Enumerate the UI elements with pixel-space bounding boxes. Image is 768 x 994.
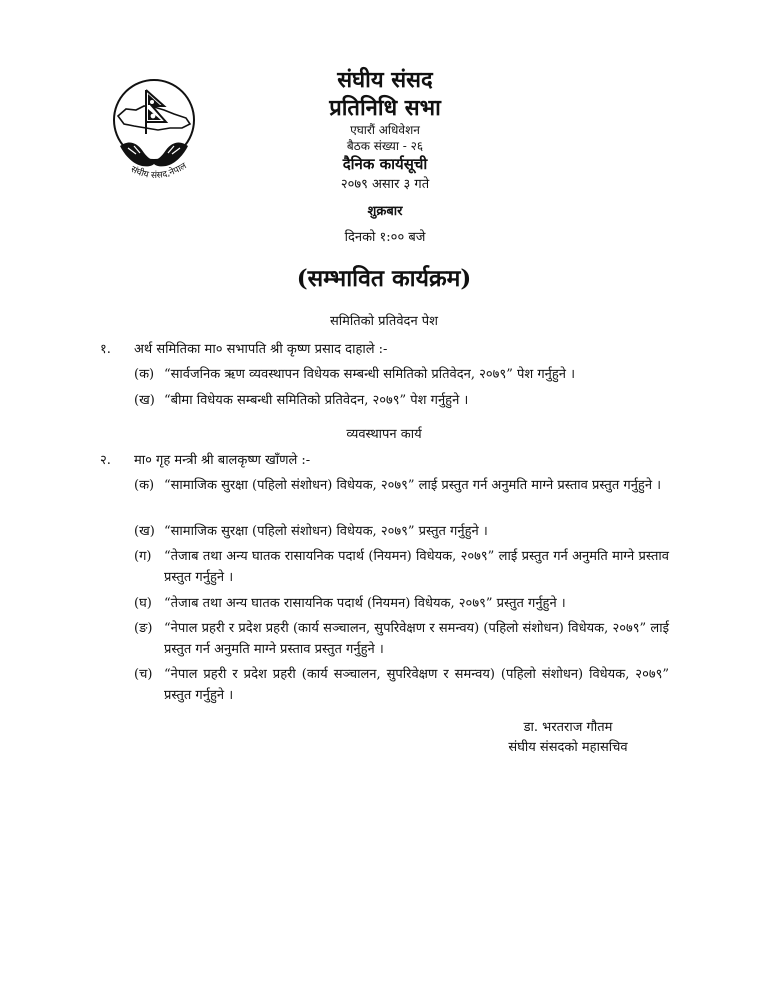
- item-number: १.: [100, 342, 111, 357]
- sub-item: [134, 664, 669, 706]
- sub-item: [134, 618, 669, 660]
- agenda-item: [100, 341, 387, 359]
- sub-item-label: (घ): [134, 596, 152, 611]
- parliament-name: संघीय संसद: [337, 67, 433, 93]
- signatory-title: संघीय संसदको महासचिव: [508, 740, 628, 755]
- sub-item-text: “नेपाल प्रहरी र प्रदेश प्रहरी (कार्य सञ्चालन, सुपरिवेक्षण र समन्वय) (पहिलो संशोधन) विधेयक, २०७९” प्रस्तुत गर्नुहुने ।: [164, 667, 669, 703]
- sub-item-label: (च): [134, 667, 153, 682]
- sub-item-text: “नेपाल प्रहरी र प्रदेश प्रहरी (कार्य सञ्चालन, सुपरिवेक्षण र समन्वय) (पहिलो संशोधन) विधेयक, २०७९” लाई प्रस्तुत गर्न अनुमति माग्ने प्रस्ताव प्रस्तुत गर्नुहुने ।: [164, 621, 669, 657]
- agenda-item: [100, 452, 310, 470]
- sub-item-text: “बीमा विधेयक सम्बन्धी समितिको प्रतिवेदन, २०७९” पेश गर्नुहुने ।: [164, 393, 469, 408]
- sub-item-label: (ग): [134, 549, 152, 564]
- item-text: मा० गृह मन्त्री श्री बालकृष्ण खाँणले :-: [134, 453, 311, 468]
- sub-item-label: (ङ): [134, 621, 153, 636]
- item-number: २.: [100, 453, 111, 468]
- sub-item-label: (क): [134, 478, 155, 493]
- agenda-date: २०७९ असार ३ गते: [340, 177, 430, 192]
- sub-item-label: (क): [134, 367, 155, 382]
- program-title: (सम्भावित कार्यक्रम): [296, 265, 472, 292]
- sub-item: [134, 364, 669, 385]
- signature-block: [488, 718, 648, 758]
- sub-item-text: “सार्वजनिक ऋण व्यवस्थापन विधेयक सम्बन्धी समितिको प्रतिवेदन, २०७९” पेश गर्नुहुने ।: [164, 367, 576, 382]
- parliament-emblem-icon: [106, 76, 202, 194]
- sub-item-text: “तेजाब तथा अन्य घातक रासायनिक पदार्थ (नियमन) विधेयक, २०७९” प्रस्तुत गर्नुहुने ।: [164, 596, 566, 611]
- sub-item-label: (ख): [134, 524, 155, 539]
- session-label: एघारौं अधिवेशन: [350, 123, 420, 137]
- agenda-title: दैनिक कार्यसूची: [342, 155, 428, 173]
- sub-item-text: “सामाजिक सुरक्षा (पहिलो संशोधन) विधेयक, २०७९” प्रस्तुत गर्नुहुने ।: [164, 524, 488, 539]
- agenda-day: शुक्रबार: [367, 204, 403, 219]
- signatory-name: डा. भरतराज गौतम: [523, 720, 613, 735]
- sub-item: [134, 390, 669, 411]
- sub-item-text: “तेजाब तथा अन्य घातक रासायनिक पदार्थ (नियमन) विधेयक, २०७९” लाई प्रस्तुत गर्न अनुमति माग्ने प्रस्ताव प्रस्तुत गर्नुहुने ।: [164, 549, 669, 585]
- meeting-number: बैठक संख्या - २६: [346, 139, 424, 153]
- item-text: अर्थ समितिका मा० सभापति श्री कृष्ण प्रसाद दाहाले :-: [134, 342, 388, 357]
- sub-item: [134, 546, 669, 588]
- sub-item: [134, 475, 669, 496]
- emblem-caption: संघीय संसद,नेपाल: [128, 161, 189, 182]
- agenda-time: दिनको १:०० बजे: [344, 230, 426, 245]
- sub-item-text: “सामाजिक सुरक्षा (पहिलो संशोधन) विधेयक, २०७९” लाई प्रस्तुत गर्न अनुमति माग्ने प्रस्ताव प्रस्तुत गर्नुहुने ।: [164, 478, 662, 493]
- sub-item: [134, 593, 669, 614]
- document-header: [250, 66, 520, 248]
- section-heading: व्यवस्थापन कार्य: [346, 427, 422, 442]
- house-name: प्रतिनिधि सभा: [329, 95, 441, 121]
- sub-item-label: (ख): [134, 393, 155, 408]
- section-heading: समितिको प्रतिवेदन पेश: [329, 314, 439, 329]
- sub-item: [134, 521, 669, 542]
